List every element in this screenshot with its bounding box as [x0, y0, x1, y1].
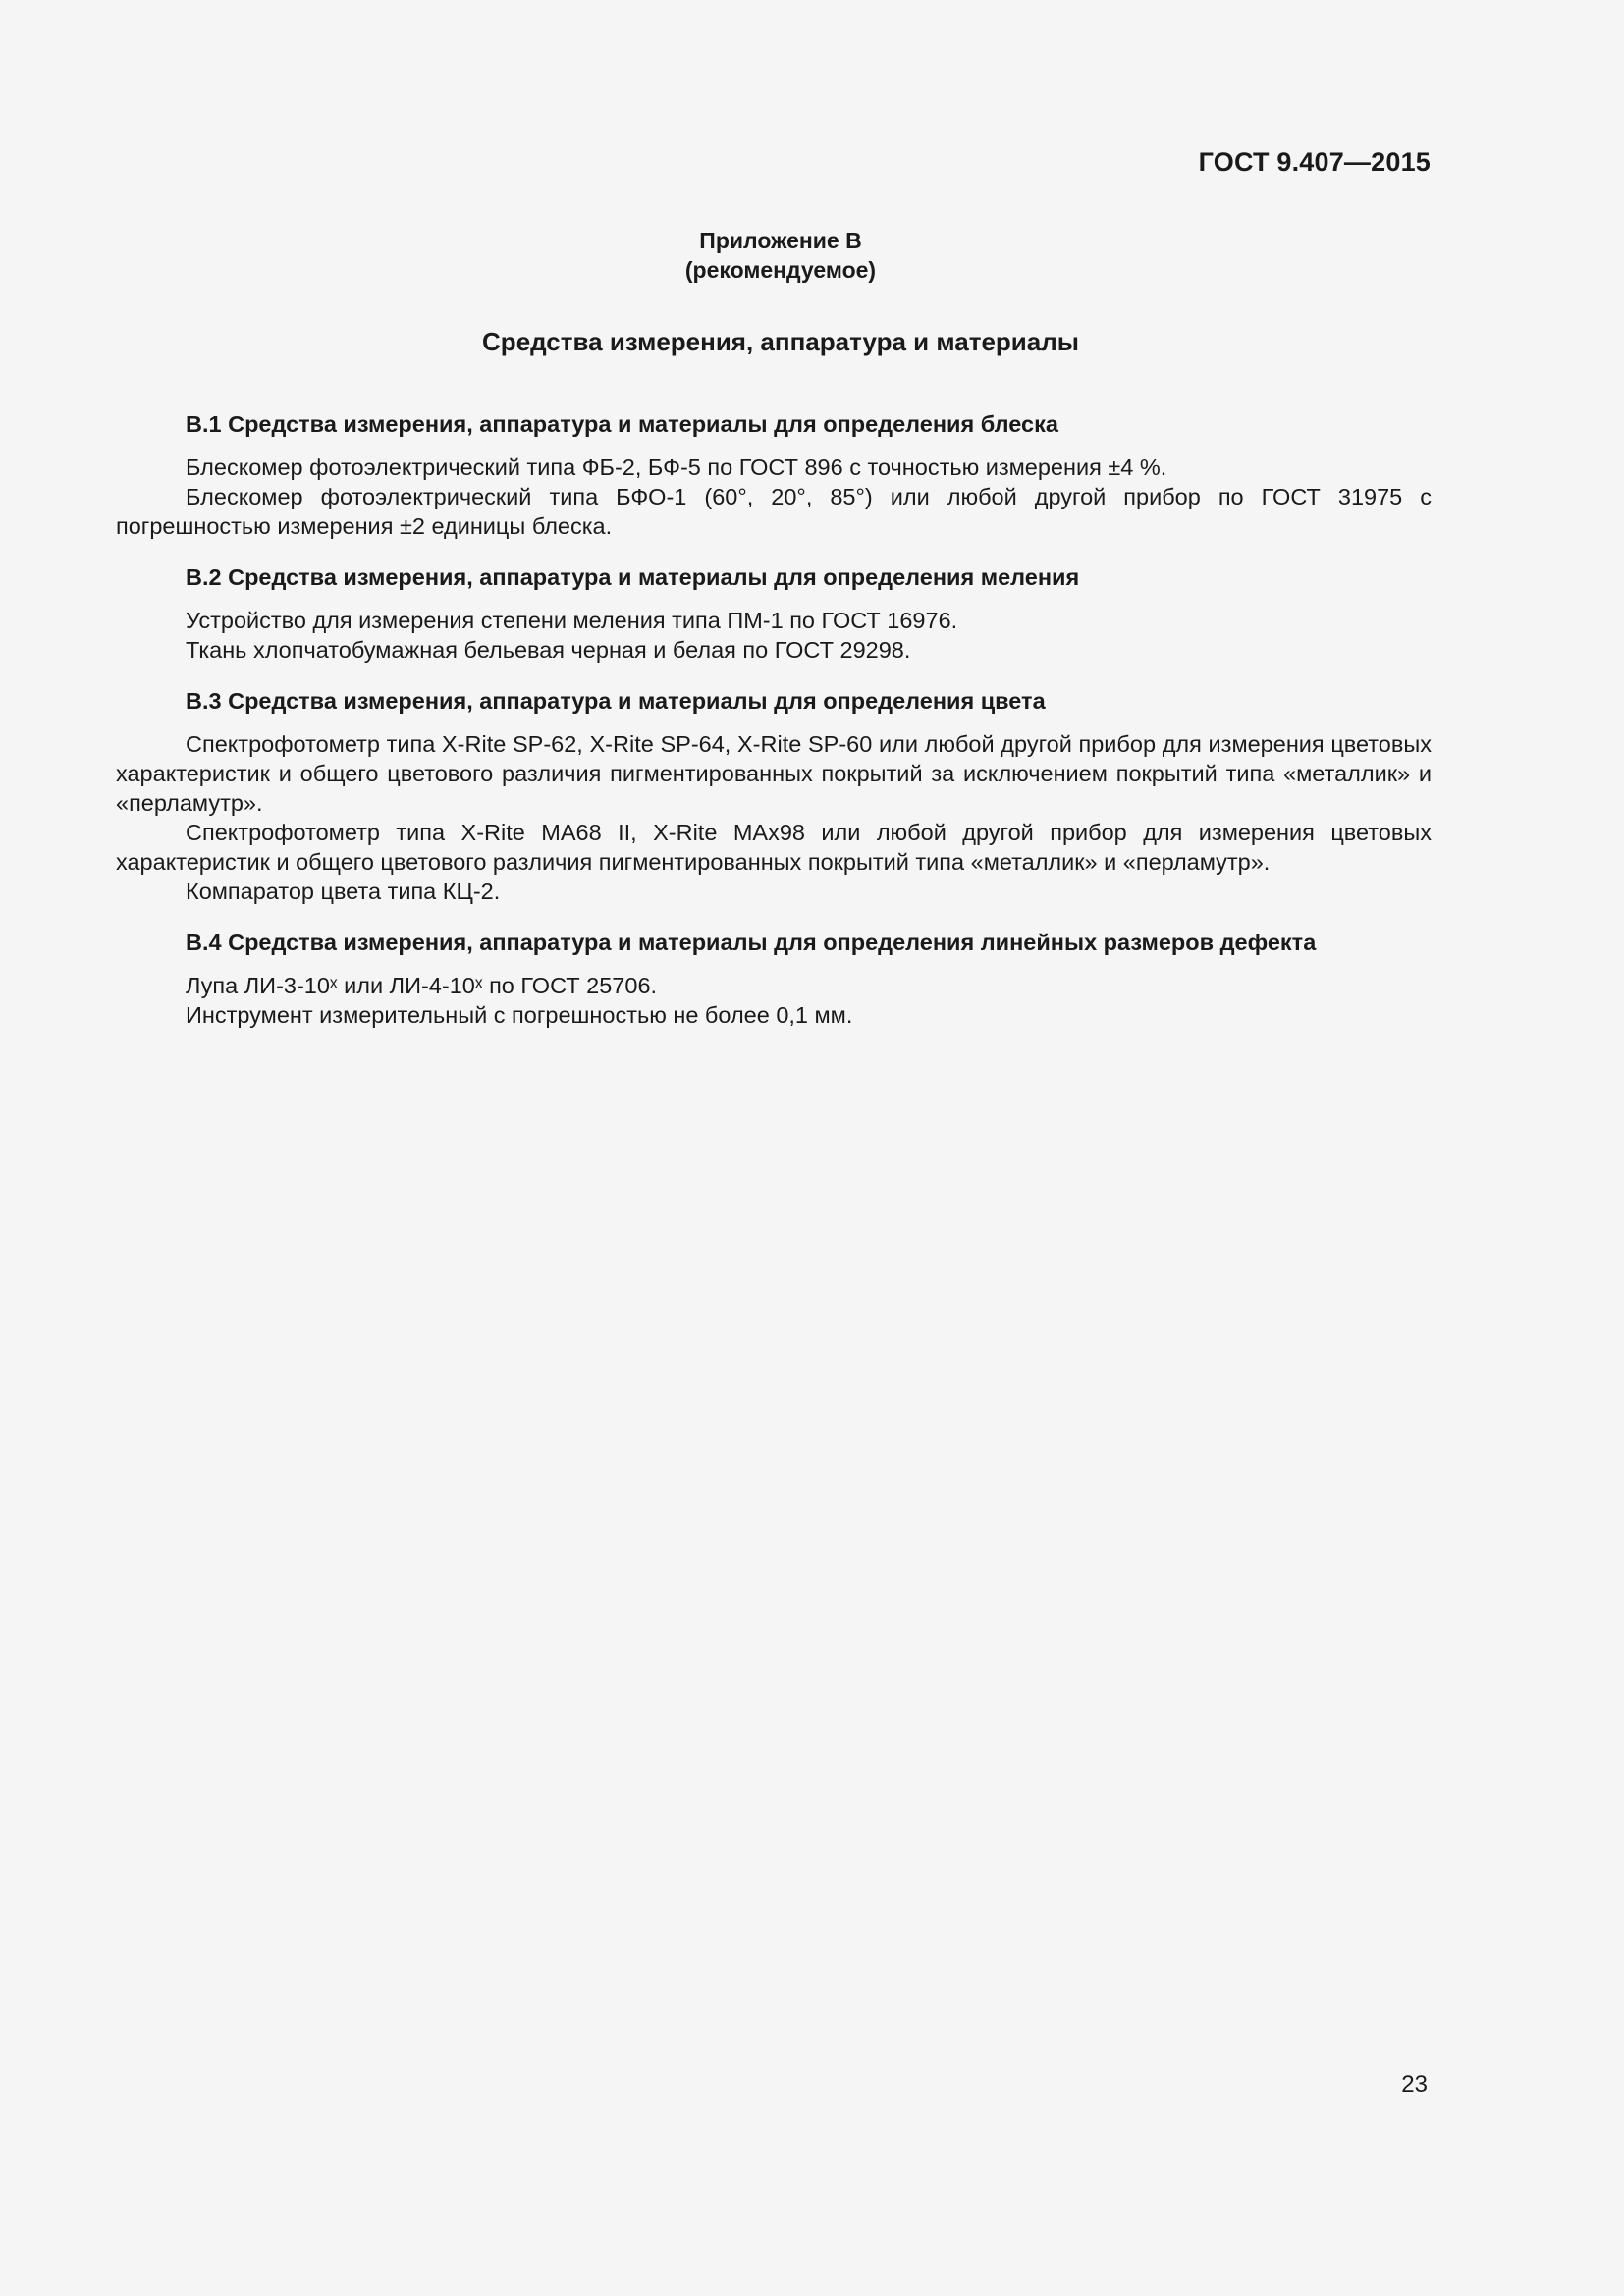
- section-heading: В.3 Средства измерения, аппаратура и материалы для определения цвета: [186, 688, 1046, 714]
- section-heading: В.1 Средства измерения, аппаратура и материалы для определения блеска: [186, 411, 1058, 437]
- section-heading: В.2 Средства измерения, аппаратура и материалы для определения меления: [186, 564, 1080, 590]
- section-b2: [116, 562, 1432, 665]
- section-b4: [116, 928, 1432, 1030]
- paragraph: Блескомер фотоэлектрический типа ФБ-2, БФ-5 по ГОСТ 896 с точностью измерения ±4 %.: [186, 454, 1167, 480]
- section-heading: В.4 Средства измерения, аппаратура и материалы для определения линейных размеров дефекта: [186, 930, 1317, 955]
- paragraph: Устройство для измерения степени меления типа ПМ-1 по ГОСТ 16976.: [186, 608, 958, 633]
- paragraph: Лупа ЛИ-3-10ˣ или ЛИ-4-10ˣ по ГОСТ 25706.: [186, 973, 658, 998]
- appendix-label: Приложение В: [699, 228, 862, 253]
- paragraph: Ткань хлопчатобумажная бельевая черная и белая по ГОСТ 29298.: [186, 637, 911, 663]
- paragraph: Спектрофотометр типа X-Rite SP-62, X-Rite SP-64, X-Rite SP-60 или любой другой прибор для измерения цветовых характеристик и общего цветового различия пигментированных покрытий за исключением покрытий типа «металлик» и «перламутр».: [116, 731, 1432, 816]
- appendix-heading: [0, 226, 1561, 285]
- paragraph: Спектрофотометр типа X-Rite MA68 II, X-Rite MAx98 или любой другой прибор для измерения цветовых характеристик и общего цветового различия пигментированных покрытий типа «металлик» и «перламутр».: [116, 820, 1432, 875]
- paragraph: Инструмент измерительный с погрешностью не более 0,1 мм.: [186, 1002, 853, 1028]
- section-b1: [116, 409, 1432, 541]
- section-b3: [116, 686, 1432, 906]
- page-number: 23: [1401, 2071, 1428, 2098]
- page-title: Средства измерения, аппаратура и материалы: [482, 327, 1079, 356]
- appendix-status: (рекомендуемое): [684, 257, 877, 283]
- document-code: ГОСТ 9.407—2015: [1198, 147, 1431, 177]
- document-body: [116, 409, 1432, 1051]
- paragraph: Компаратор цвета типа КЦ-2.: [186, 879, 501, 904]
- paragraph: Блескомер фотоэлектрический типа БФО-1 (60°, 20°, 85°) или любой другой прибор по ГОСТ 31975 с погрешностью измерения ±2 единицы блеска.: [116, 484, 1432, 539]
